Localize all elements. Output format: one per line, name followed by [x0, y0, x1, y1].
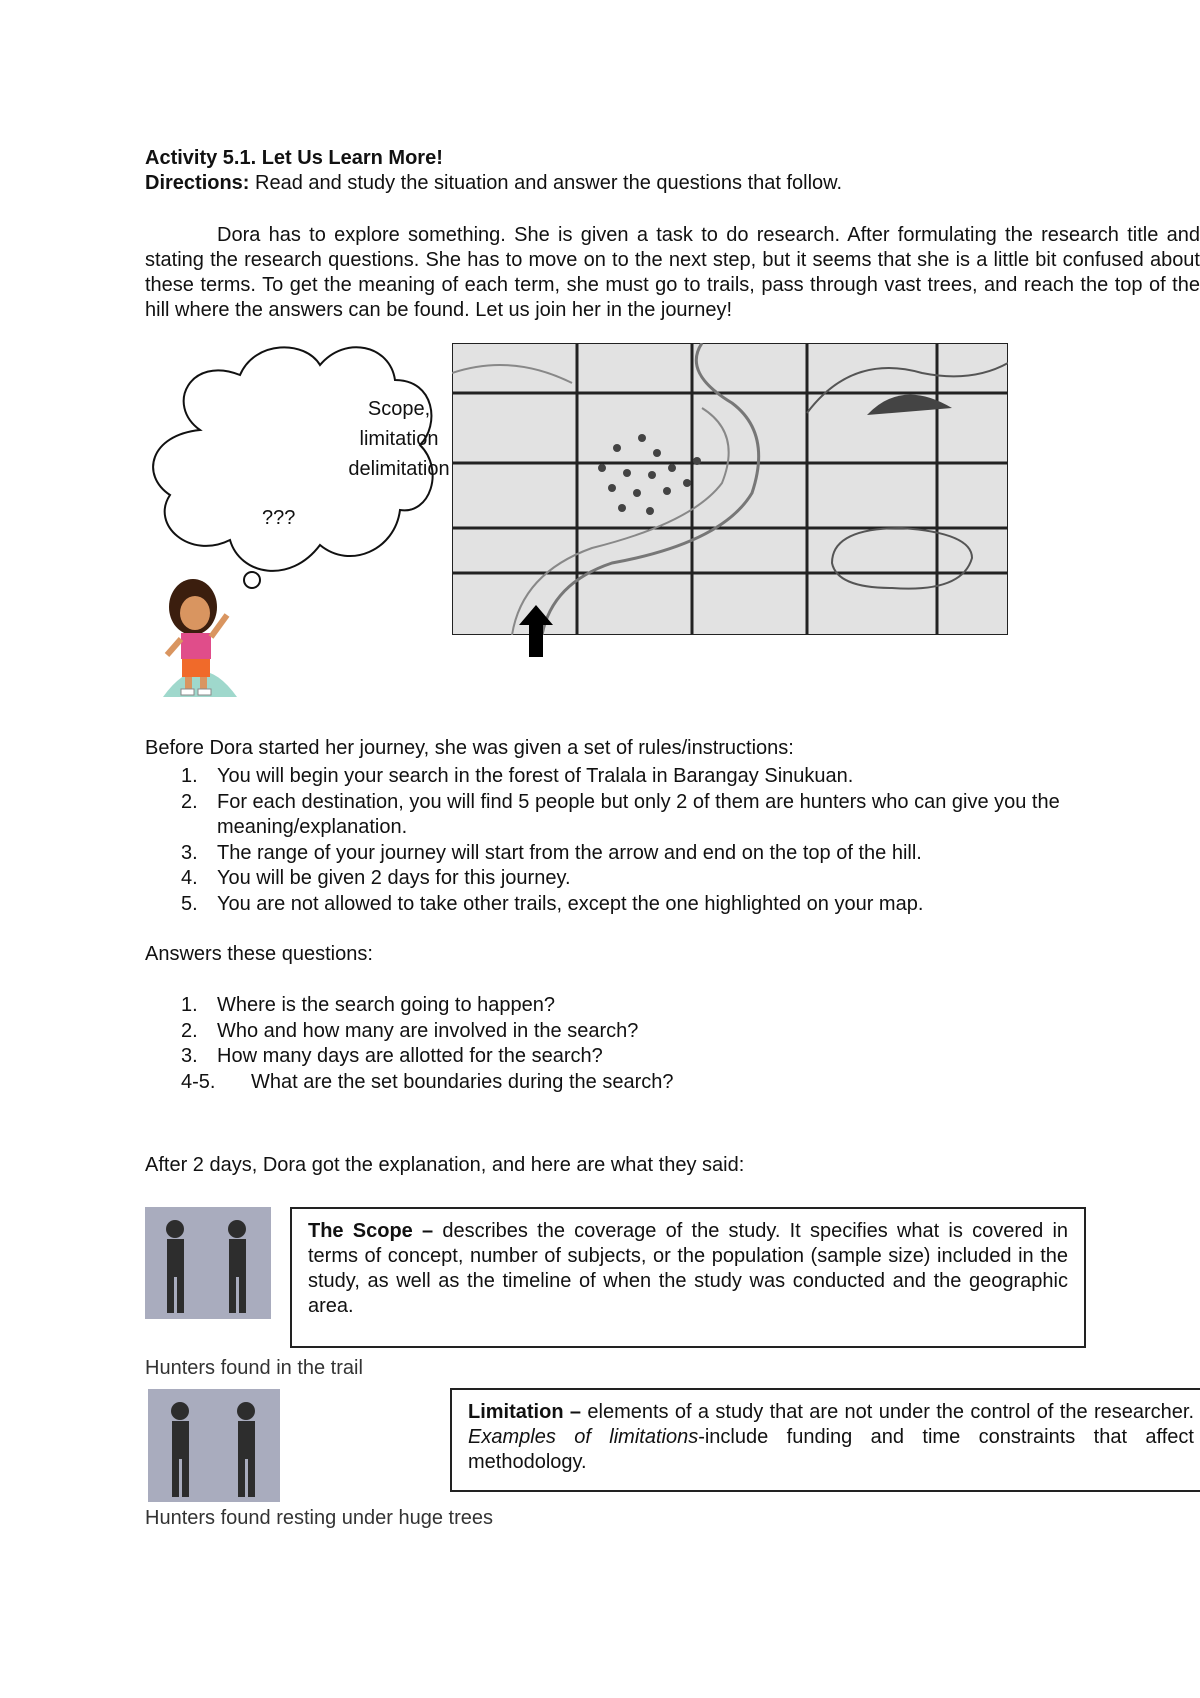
questions-intro: Answers these questions:: [145, 943, 373, 965]
list-item: [145, 1044, 1145, 1070]
limitation-definition-box: [450, 1388, 1200, 1492]
limitation-italic: Examples of limitations: [468, 1426, 699, 1448]
list-text: How many days are allotted for the search?: [217, 1045, 603, 1067]
rules-intro: Before Dora started her journey, she was given a set of rules/instructions:: [145, 737, 794, 759]
hunter-figures-icon: [145, 1207, 271, 1319]
directions: [145, 172, 842, 195]
list-item: [145, 866, 1145, 892]
list-number: 1.: [181, 994, 198, 1016]
list-number: 5.: [181, 892, 198, 915]
scope-definition: [308, 1219, 1068, 1319]
list-number: 4.: [181, 867, 198, 889]
list-item: [145, 790, 1145, 841]
hunter-figures-icon: [148, 1389, 280, 1502]
after-text: After 2 days, Dora got the explanation, and here are what they said:: [145, 1154, 745, 1176]
directions-label: Directions:: [145, 172, 250, 194]
limitation-term: Limitation –: [468, 1401, 582, 1423]
list-number: 2.: [181, 1019, 198, 1042]
questions-list: [145, 993, 1145, 1095]
hunters-image-trees: [148, 1389, 280, 1502]
limitation-text-after: -include funding and time constraints that affect methodology.: [468, 1426, 1194, 1473]
list-item: [145, 993, 1145, 1019]
directions-text: Read and study the situation and answer the questions that follow.: [249, 172, 843, 194]
limitation-text-before: elements of a study that are not under the control of the researcher.: [581, 1401, 1194, 1423]
scope-text: describes the coverage of the study. It specifies what is covered in terms of concept, number of subjects, or the population (sample size) included in the study, as well as the timeline of when the study was conducted and the geographic area.: [308, 1220, 1069, 1317]
dora-character-icon: [155, 575, 245, 700]
list-text: You will begin your search in the forest of Tralala in Barangay Sinukuan.: [217, 765, 854, 787]
list-number: 2.: [181, 790, 198, 813]
cloud-question: ???: [262, 507, 296, 529]
list-text: For each destination, you will find 5 people but only 2 of them are hunters who can give you the meaning/explanation.: [217, 790, 1060, 838]
list-item: [145, 892, 1145, 918]
trail-map: [452, 343, 1008, 635]
list-text: You are not allowed to take other trails, except the one highlighted on your map.: [217, 892, 924, 915]
start-arrow-icon: [518, 605, 554, 657]
list-item: [145, 764, 1145, 790]
caption-trees: Hunters found resting under huge trees: [145, 1507, 493, 1529]
list-number: 3.: [181, 1045, 198, 1067]
rules-list: [145, 764, 1145, 917]
activity-title: Activity 5.1. Let Us Learn More!: [145, 147, 443, 169]
list-number: 3.: [181, 841, 198, 864]
scope-term: The Scope –: [308, 1220, 434, 1242]
list-text: What are the set boundaries during the search?: [251, 1070, 674, 1093]
intro-paragraph: Dora has to explore something. She is given a task to do research. After formulating the research title and stating the research questions. She has to move on to the next step, but it seems that she is a little bit confused about these terms. To get the meaning of each term, she must go to trails, pass through vast trees, and reach the top of the hill where the answers can be found. Let us join her in the journey!: [145, 224, 1200, 321]
cloud-term-scope: Scope,: [367, 398, 431, 420]
limitation-definition: [468, 1400, 1194, 1475]
list-text: The range of your journey will start from the arrow and end on the top of the hill.: [217, 841, 922, 864]
list-number: 4-5.: [181, 1070, 216, 1093]
list-text: You will be given 2 days for this journey.: [217, 867, 571, 889]
list-item: [145, 1070, 1145, 1096]
hunters-image-trail: [145, 1207, 271, 1319]
list-item: [145, 841, 1145, 867]
list-text: Where is the search going to happen?: [217, 994, 555, 1016]
cloud-terms: [330, 394, 468, 484]
cloud-term-delimitation: delimitation: [348, 458, 450, 480]
cloud-term-limitation: limitation: [359, 428, 439, 450]
list-number: 1.: [181, 765, 198, 787]
caption-trail: Hunters found in the trail: [145, 1357, 363, 1379]
list-text: Who and how many are involved in the search?: [217, 1019, 639, 1042]
scope-definition-box: [290, 1207, 1086, 1348]
list-item: [145, 1019, 1145, 1045]
